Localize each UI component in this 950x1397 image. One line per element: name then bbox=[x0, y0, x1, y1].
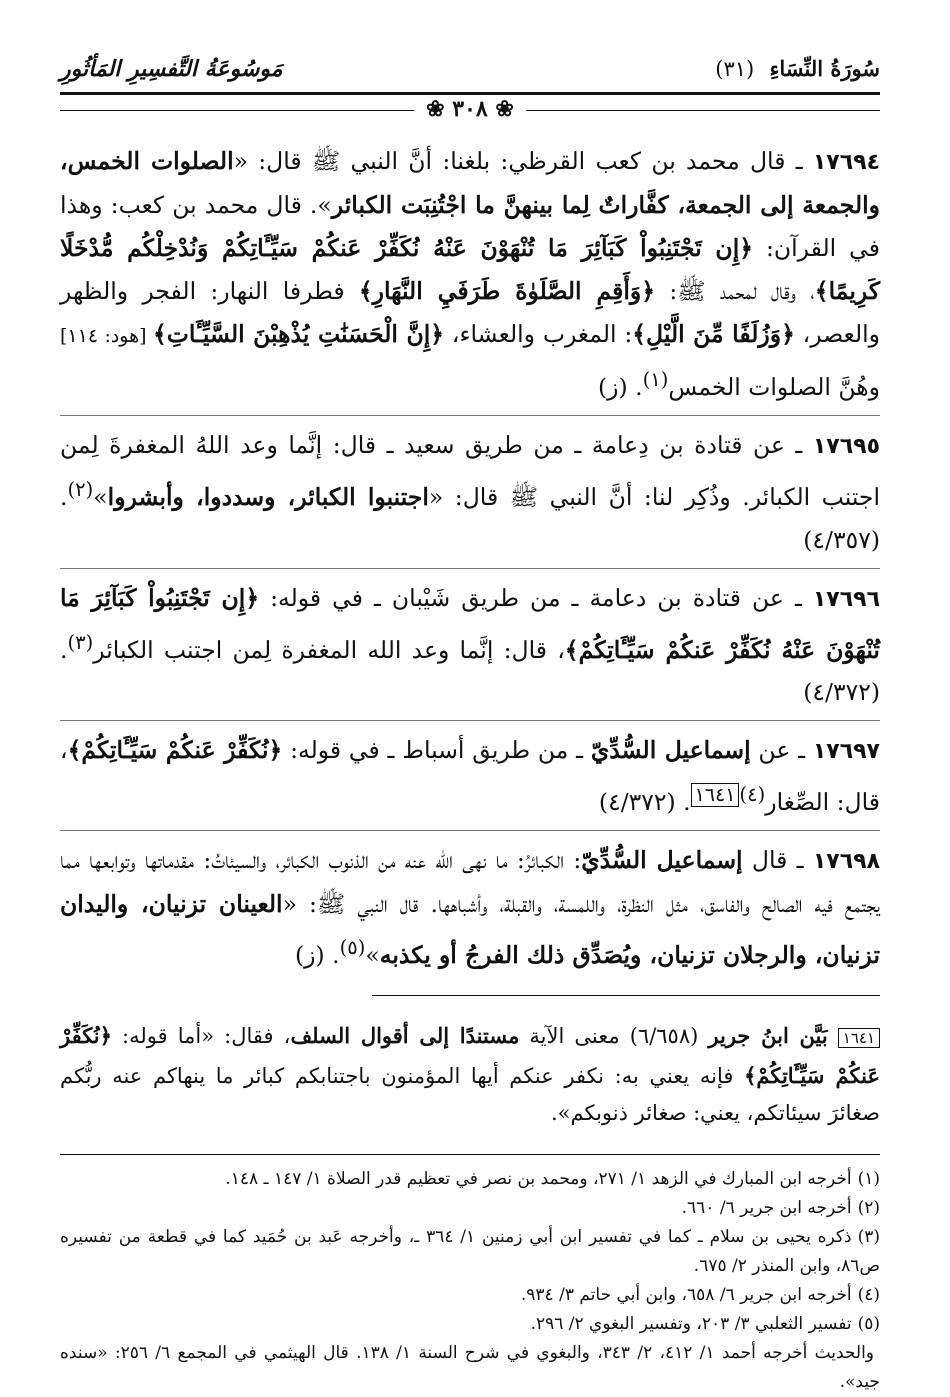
entry-number: ١٧٦٩٤ bbox=[812, 150, 880, 175]
hadith-text: العينان تزنيان، واليدان تزنيان، والرجلان تزنيان، ويُصَدِّق ذلك الفرجُ أو يكذبه bbox=[60, 890, 880, 970]
footnote: (٥)تفسير الثعلبي ٣/ ٢٠٣، وتفسير البغوي ٢/ ٢٩٦. bbox=[530, 1314, 880, 1335]
narration-entry: ١٧٦٩٨ ـ قال إسماعيل السُّدِّيّ: الكبائرُ: ما نهى الله عنه من الذنوب الكبائر، والسيئاتُ: مقدماتها وتوابعها مما يجتمع فيه الصالح والفاسق، مثل النظرة، واللمسة، والقبلة، وأشباهها. قال النبي ﷺ: «العينان تزنيان، واليدان تزنيان، والرجلان تزنيان، ويُصَدِّق ذلك الفرجُ أو يكذبه»$^{(٥)}$. (ز) bbox=[60, 846, 880, 970]
page-number-row bbox=[60, 96, 880, 126]
entry-separator bbox=[60, 568, 880, 569]
footnote-marker[interactable]: (٣) bbox=[67, 630, 94, 654]
footnotes bbox=[60, 1165, 880, 1397]
footnotes-separator bbox=[60, 1154, 880, 1155]
narration-entry: ١٧٦٩٤ ـ قال محمد بن كعب القرظي: بلغنا: أنَّ النبي ﷺ قال: «الصلوات الخمس، والجمعة إلى الجمعة، كفَّاراتٌ لِما بينهنَّ ما اجْتُنِبَت الكبائر». قال محمد بن كعب: وهذا في القرآن: ﴿إِن تَجْتَنِبُواْ كَبَآئِرَ مَا تُنْهَوْنَ عَنْهُ نُكَفِّرْ عَنكُمْ سَيِّـَٔاتِكُمْ وَنُدْخِلْكُم مُّدْخَلًا كَرِيمًا﴾، وقال لمحمد ﷺ: ﴿وَأَقِمِ الصَّلَوٰةَ طَرَفَيِ النَّهَارِ﴾ فطرفا النهار: الفجر والظهر والعصر، ﴿وَزُلَفًا مِّنَ الَّيْلِ﴾: المغرب والعشاء، ﴿إِنَّ الْحَسَنَٰتِ يُذْهِبْنَ السَّيِّـَٔاتِ﴾ [هود: ١١٤] وهُنَّ الصلوات الخمس$^{(١)}$. (ز) bbox=[60, 147, 881, 401]
footnote: (١)أخرجه ابن المبارك في الزهد ١/ ٢٧١، ومحمد بن نصر في تعظيم قدر الصلاة ١/ ١٤٧ ـ ١٤٨. bbox=[225, 1169, 880, 1190]
quran-verse: ﴿وَأَقِمِ الصَّلَوٰةَ طَرَفَيِ النَّهَارِ﴾ bbox=[358, 277, 656, 305]
quran-verse: ﴿إِنَّ الْحَسَنَٰتِ يُذْهِبْنَ السَّيِّـَٔاتِ﴾ bbox=[152, 320, 445, 348]
footnote: والحديث أخرجه أحمد ١/ ٤١٢، ٢/ ٣٤٣، والبغوي في شرح السنة ١/ ١٣٨. قال الهيثمي في المجمع ٦/ ٢٥٦: «سنده جيد». bbox=[60, 1343, 880, 1393]
quran-verse: ﴿إِن تَجْتَنِبُواْ كَبَآئِرَ مَا تُنْهَوْنَ عَنْهُ نُكَفِّرْ عَنكُمْ سَيِّـَٔاتِكُمْ وَنُدْخِلْكُم مُّدْخَلًا كَرِيمًا﴾ bbox=[60, 234, 881, 305]
narration-entry: ١٧٦٩٦ ـ عن قتادة بن دعامة ـ من طريق شَيْبان ـ في قوله: ﴿إِن تَجْتَنِبُواْ كَبَآئِرَ مَا تُنْهَوْنَ عَنْهُ نُكَفِّرْ عَنكُمْ سَيِّـَٔاتِكُمْ﴾، قال: إنَّما وعد الله المغفرة لِمن اجتنب الكبائر$^{(٣)}$. (٤/٣٧٢) bbox=[60, 583, 880, 707]
hadith-text: الصلوات الخمس، والجمعة إلى الجمعة، كفَّاراتٌ لِما بينهنَّ ما اجْتُنِبَت الكبائر bbox=[60, 147, 880, 219]
hadith-text: اجتنبوا الكبائر، وسددوا، وأبشروا bbox=[107, 482, 429, 511]
header-rule bbox=[60, 92, 880, 95]
quran-verse: ﴿وَزُلَفًا مِّنَ الَّيْلِ﴾ bbox=[632, 320, 795, 348]
narrator-name: إسماعيل السُّدِّيّ bbox=[590, 736, 751, 765]
quran-verse: ﴿إِن تَجْتَنِبُواْ كَبَآئِرَ مَا تُنْهَوْنَ عَنْهُ نُكَفِّرْ عَنكُمْ سَيِّـَٔاتِكُمْ﴾ bbox=[60, 583, 880, 664]
footnote-marker[interactable]: (١) bbox=[642, 368, 669, 391]
sura-title bbox=[715, 56, 880, 81]
quran-verse: ﴿نُكَفِّرْ عَنكُمْ سَيِّـَٔاتِكُمْ﴾ bbox=[67, 736, 283, 765]
commentary-marker[interactable]: ١٦٤١ bbox=[691, 783, 740, 807]
commentary-separator bbox=[372, 995, 880, 996]
book-page bbox=[60, 52, 880, 1397]
footnote: (٣)ذكره يحيى بن سلام ـ كما في تفسير ابن أبي زمنين ١/ ٣٦٤ ـ، وأخرجه عَبد بن حُمَيد كما في قطعة من تفسيره ص٨٦، وابن المنذر ٢/ ٦٧٥. bbox=[60, 1227, 880, 1277]
entry-separator bbox=[60, 720, 880, 721]
narration-entry: ١٧٦٩٥ ـ عن قتادة بن دِعامة ـ من طريق سعيد ـ قال: إنَّما وعد اللهُ المغفرةَ لِمن اجتنب الكبائر. وذُكِر لنا: أنَّ النبي ﷺ قال: «اجتنبوا الكبائر، وسددوا، وأبشروا»$^{(٢)}$. (٤/٣٥٧) bbox=[60, 430, 880, 554]
entry-separator bbox=[60, 830, 880, 831]
entry-number: ١٧٦٩٨ bbox=[812, 849, 880, 875]
verse-reference: [هود: ١١٤] bbox=[60, 325, 153, 347]
running-header bbox=[60, 52, 880, 96]
quran-verse: ﴿نُكَفِّرْ عَنكُمْ سَيِّـَٔاتِكُمْ﴾ bbox=[60, 1023, 880, 1089]
narrator-name: إسماعيل السُّدِّيّ bbox=[581, 846, 743, 875]
narration-entry: ١٧٦٩٧ ـ عن إسماعيل السُّدِّيّ ـ من طريق أسباط ـ في قوله: ﴿نُكَفِّرْ عَنكُمْ سَيِّـَٔاتِكُمْ﴾، قال: الصِّغار$^{(٤)١٦٤١}$. (٤/٣٧٢) bbox=[60, 736, 880, 817]
footnote: (٤)أخرجه ابن جرير ٦/ ٦٥٨، وابن أبي حاتم ٣/ ٩٣٤. bbox=[520, 1285, 880, 1306]
page-number: ❀ ٣٠٨ ❀ bbox=[414, 96, 526, 122]
sura-ayah: (٣١) bbox=[715, 57, 755, 81]
footnote-marker[interactable]: (٤) bbox=[739, 783, 766, 807]
entry-number: ١٧٦٩٦ bbox=[812, 586, 880, 612]
entry-number: ١٧٦٩٧ bbox=[812, 739, 880, 765]
sura-name: سُورَةُ النِّسَاءِ bbox=[769, 56, 880, 81]
footnote-marker[interactable]: (٢) bbox=[67, 477, 94, 501]
footnote-marker[interactable]: (٥) bbox=[339, 936, 366, 960]
entry-number: ١٧٦٩٥ bbox=[812, 433, 880, 459]
book-title: مَوسُوعَةُ التَّفسِيرِ المَأثُورِ bbox=[60, 56, 283, 82]
commentary-number: ١٦٤١ bbox=[838, 1028, 880, 1048]
commentary-note: ١٦٤١ بَيَّن ابنُ جرير (٦/٦٥٨) معنى الآية مستندًا إلى أقوال السلف، فقال: «أما قوله: ﴿نُكَفِّرْ عَنكُمْ سَيِّـَٔاتِكُمْ﴾ فإنه يعني به: نكفر عنكم أيها المؤمنون باجتنابكم كبائر ما ينهاكم عنه ربُّكم صغائرَ سيئاتكم، يعني: صغائر ذنوبكم». bbox=[60, 1023, 880, 1126]
footnote: (٢)أخرجه ابن جرير ٦/ ٦٦٠. bbox=[681, 1198, 880, 1219]
entry-separator bbox=[60, 415, 880, 416]
